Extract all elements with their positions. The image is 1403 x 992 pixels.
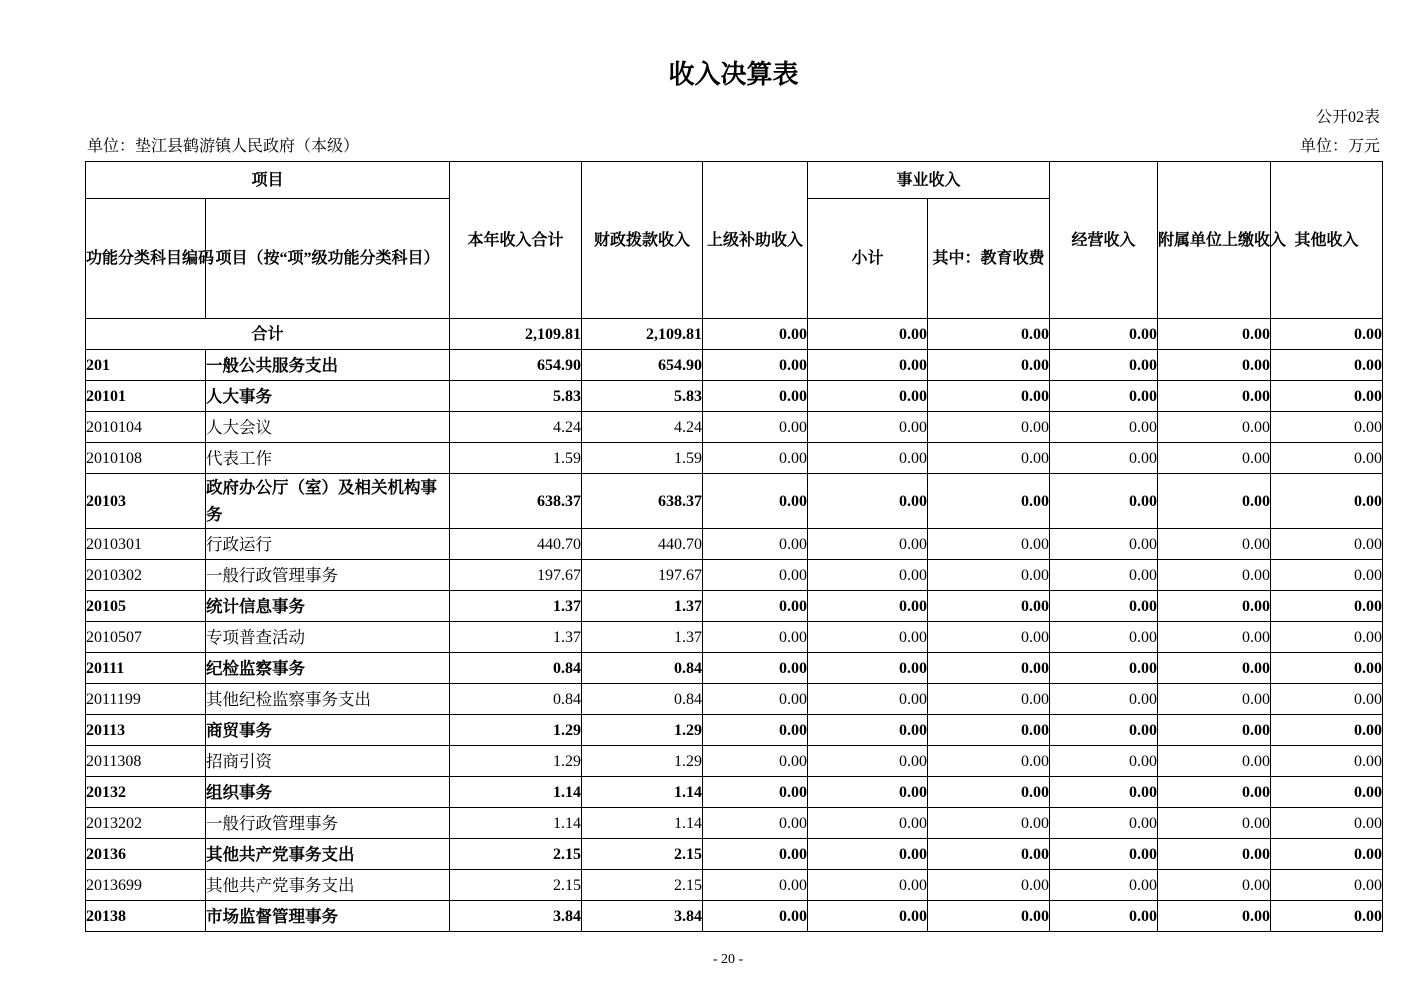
affiliated-unit-income-cell: 0.00	[1158, 319, 1271, 350]
total-income-cell: 440.70	[450, 529, 582, 560]
affiliated-unit-income-cell: 0.00	[1158, 560, 1271, 591]
education-fee-cell: 0.00	[928, 622, 1050, 653]
total-income-cell: 0.84	[450, 653, 582, 684]
function-code-cell: 2010302	[86, 560, 206, 591]
total-income-cell: 2,109.81	[450, 319, 582, 350]
table-body	[86, 319, 1383, 932]
header-total-income: 本年收入合计	[450, 162, 582, 319]
fiscal-appropriation-cell: 1.37	[582, 622, 703, 653]
affiliated-unit-income-cell: 0.00	[1158, 808, 1271, 839]
fiscal-appropriation-cell: 1.14	[582, 808, 703, 839]
public-service-subtotal-cell: 0.00	[808, 653, 928, 684]
operating-income-cell: 0.00	[1050, 715, 1158, 746]
item-name-cell: 政府办公厅（室）及相关机构事务	[206, 474, 450, 529]
public-service-subtotal-cell: 0.00	[808, 591, 928, 622]
fiscal-appropriation-cell: 1.14	[582, 777, 703, 808]
public-service-subtotal-cell: 0.00	[808, 443, 928, 474]
other-income-cell: 0.00	[1271, 746, 1383, 777]
public-service-subtotal-cell: 0.00	[808, 746, 928, 777]
table-row	[86, 839, 1383, 870]
table-row	[86, 777, 1383, 808]
fiscal-appropriation-cell: 638.37	[582, 474, 703, 529]
function-code-cell: 20136	[86, 839, 206, 870]
operating-income-cell: 0.00	[1050, 901, 1158, 932]
function-code-cell: 2010507	[86, 622, 206, 653]
other-income-cell: 0.00	[1271, 350, 1383, 381]
item-name-cell: 人大会议	[206, 412, 450, 443]
table-row	[86, 653, 1383, 684]
item-name-cell: 市场监督管理事务	[206, 901, 450, 932]
unit-organization: 单位：垫江县鹤游镇人民政府（本级）	[87, 138, 360, 155]
other-income-cell: 0.00	[1271, 529, 1383, 560]
operating-income-cell: 0.00	[1050, 777, 1158, 808]
table-row	[86, 746, 1383, 777]
other-income-cell: 0.00	[1271, 591, 1383, 622]
total-income-cell: 638.37	[450, 474, 582, 529]
public-service-subtotal-cell: 0.00	[808, 381, 928, 412]
table-row	[86, 474, 1383, 529]
superior-subsidy-cell: 0.00	[703, 591, 808, 622]
superior-subsidy-cell: 0.00	[703, 746, 808, 777]
operating-income-cell: 0.00	[1050, 622, 1158, 653]
affiliated-unit-income-cell: 0.00	[1158, 622, 1271, 653]
superior-subsidy-cell: 0.00	[703, 653, 808, 684]
superior-subsidy-cell: 0.00	[703, 684, 808, 715]
item-name-cell: 商贸事务	[206, 715, 450, 746]
other-income-cell: 0.00	[1271, 870, 1383, 901]
header-project-group: 项目	[86, 162, 450, 199]
function-code-cell: 20111	[86, 653, 206, 684]
function-code-cell: 20132	[86, 777, 206, 808]
function-code-cell: 2011199	[86, 684, 206, 715]
other-income-cell: 0.00	[1271, 474, 1383, 529]
other-income-cell: 0.00	[1271, 412, 1383, 443]
function-code-cell: 2010108	[86, 443, 206, 474]
public-service-subtotal-cell: 0.00	[808, 684, 928, 715]
total-income-cell: 654.90	[450, 350, 582, 381]
affiliated-unit-income-cell: 0.00	[1158, 777, 1271, 808]
total-income-cell: 1.37	[450, 591, 582, 622]
fiscal-appropriation-cell: 197.67	[582, 560, 703, 591]
function-code-cell: 20101	[86, 381, 206, 412]
total-income-cell: 1.14	[450, 777, 582, 808]
item-name-cell: 专项普查活动	[206, 622, 450, 653]
total-income-cell: 1.29	[450, 715, 582, 746]
public-service-subtotal-cell: 0.00	[808, 560, 928, 591]
fiscal-appropriation-cell: 1.29	[582, 715, 703, 746]
function-code-cell: 2010104	[86, 412, 206, 443]
operating-income-cell: 0.00	[1050, 808, 1158, 839]
item-name-cell: 代表工作	[206, 443, 450, 474]
superior-subsidy-cell: 0.00	[703, 870, 808, 901]
total-income-cell: 1.37	[450, 622, 582, 653]
operating-income-cell: 0.00	[1050, 591, 1158, 622]
affiliated-unit-income-cell: 0.00	[1158, 529, 1271, 560]
other-income-cell: 0.00	[1271, 622, 1383, 653]
public-service-subtotal-cell: 0.00	[808, 839, 928, 870]
public-service-subtotal-cell: 0.00	[808, 622, 928, 653]
affiliated-unit-income-cell: 0.00	[1158, 474, 1271, 529]
header-fiscal-appropriation: 财政拨款收入	[582, 162, 703, 319]
education-fee-cell: 0.00	[928, 653, 1050, 684]
fiscal-appropriation-cell: 0.84	[582, 684, 703, 715]
item-name-cell: 其他共产党事务支出	[206, 870, 450, 901]
other-income-cell: 0.00	[1271, 777, 1383, 808]
affiliated-unit-income-cell: 0.00	[1158, 653, 1271, 684]
item-name-cell: 招商引资	[206, 746, 450, 777]
superior-subsidy-cell: 0.00	[703, 777, 808, 808]
education-fee-cell: 0.00	[928, 529, 1050, 560]
total-label: 合计	[86, 319, 450, 350]
total-income-cell: 1.59	[450, 443, 582, 474]
operating-income-cell: 0.00	[1050, 443, 1158, 474]
superior-subsidy-cell: 0.00	[703, 412, 808, 443]
operating-income-cell: 0.00	[1050, 412, 1158, 443]
fiscal-appropriation-cell: 440.70	[582, 529, 703, 560]
header-function-code: 功能分类科目编码	[86, 199, 206, 319]
item-name-cell: 统计信息事务	[206, 591, 450, 622]
function-code-cell: 20103	[86, 474, 206, 529]
education-fee-cell: 0.00	[928, 684, 1050, 715]
operating-income-cell: 0.00	[1050, 870, 1158, 901]
education-fee-cell: 0.00	[928, 443, 1050, 474]
affiliated-unit-income-cell: 0.00	[1158, 443, 1271, 474]
superior-subsidy-cell: 0.00	[703, 901, 808, 932]
operating-income-cell: 0.00	[1050, 474, 1158, 529]
income-table	[85, 161, 1383, 932]
header-affiliated-unit-income: 附属单位上缴收入	[1158, 162, 1271, 319]
total-income-cell: 4.24	[450, 412, 582, 443]
total-income-cell: 1.29	[450, 746, 582, 777]
affiliated-unit-income-cell: 0.00	[1158, 684, 1271, 715]
total-income-cell: 3.84	[450, 901, 582, 932]
superior-subsidy-cell: 0.00	[703, 474, 808, 529]
education-fee-cell: 0.00	[928, 715, 1050, 746]
fiscal-appropriation-cell: 2.15	[582, 839, 703, 870]
superior-subsidy-cell: 0.00	[703, 622, 808, 653]
page-title: 收入决算表	[668, 60, 799, 89]
item-name-cell: 其他共产党事务支出	[206, 839, 450, 870]
item-name-cell: 一般公共服务支出	[206, 350, 450, 381]
fiscal-appropriation-cell: 0.84	[582, 653, 703, 684]
header-row-1	[86, 162, 1383, 199]
affiliated-unit-income-cell: 0.00	[1158, 381, 1271, 412]
table-row	[86, 901, 1383, 932]
public-service-subtotal-cell: 0.00	[808, 901, 928, 932]
operating-income-cell: 0.00	[1050, 653, 1158, 684]
other-income-cell: 0.00	[1271, 901, 1383, 932]
affiliated-unit-income-cell: 0.00	[1158, 350, 1271, 381]
other-income-cell: 0.00	[1271, 443, 1383, 474]
item-name-cell: 纪检监察事务	[206, 653, 450, 684]
item-name-cell: 组织事务	[206, 777, 450, 808]
function-code-cell: 20113	[86, 715, 206, 746]
superior-subsidy-cell: 0.00	[703, 443, 808, 474]
public-service-subtotal-cell: 0.00	[808, 777, 928, 808]
operating-income-cell: 0.00	[1050, 560, 1158, 591]
other-income-cell: 0.00	[1271, 839, 1383, 870]
superior-subsidy-cell: 0.00	[703, 715, 808, 746]
other-income-cell: 0.00	[1271, 808, 1383, 839]
function-code-cell: 2011308	[86, 746, 206, 777]
operating-income-cell: 0.00	[1050, 350, 1158, 381]
education-fee-cell: 0.00	[928, 319, 1050, 350]
operating-income-cell: 0.00	[1050, 381, 1158, 412]
public-service-subtotal-cell: 0.00	[808, 808, 928, 839]
education-fee-cell: 0.00	[928, 746, 1050, 777]
total-income-cell: 1.14	[450, 808, 582, 839]
header-subtotal: 小计	[808, 199, 928, 319]
total-income-cell: 0.84	[450, 684, 582, 715]
public-service-subtotal-cell: 0.00	[808, 319, 928, 350]
table-number: 公开02表	[1315, 109, 1380, 126]
table-row	[86, 684, 1383, 715]
table-row	[86, 443, 1383, 474]
item-name-cell: 人大事务	[206, 381, 450, 412]
page-number: - 20 -	[712, 952, 744, 967]
fiscal-appropriation-cell: 2,109.81	[582, 319, 703, 350]
affiliated-unit-income-cell: 0.00	[1158, 591, 1271, 622]
table-row	[86, 560, 1383, 591]
superior-subsidy-cell: 0.00	[703, 319, 808, 350]
fiscal-appropriation-cell: 2.15	[582, 870, 703, 901]
total-income-cell: 197.67	[450, 560, 582, 591]
affiliated-unit-income-cell: 0.00	[1158, 715, 1271, 746]
operating-income-cell: 0.00	[1050, 746, 1158, 777]
header-item-name: 项目（按“项”级功能分类科目）	[206, 199, 450, 319]
operating-income-cell: 0.00	[1050, 319, 1158, 350]
fiscal-appropriation-cell: 1.59	[582, 443, 703, 474]
fiscal-appropriation-cell: 1.29	[582, 746, 703, 777]
education-fee-cell: 0.00	[928, 901, 1050, 932]
table-row	[86, 622, 1383, 653]
function-code-cell: 2013202	[86, 808, 206, 839]
fiscal-appropriation-cell: 654.90	[582, 350, 703, 381]
superior-subsidy-cell: 0.00	[703, 381, 808, 412]
header-operating-income: 经营收入	[1050, 162, 1158, 319]
education-fee-cell: 0.00	[928, 777, 1050, 808]
education-fee-cell: 0.00	[928, 870, 1050, 901]
item-name-cell: 其他纪检监察事务支出	[206, 684, 450, 715]
other-income-cell: 0.00	[1271, 715, 1383, 746]
total-income-cell: 2.15	[450, 870, 582, 901]
unit-currency: 单位：万元	[1299, 138, 1380, 155]
superior-subsidy-cell: 0.00	[703, 350, 808, 381]
header-other-income: 其他收入	[1271, 162, 1383, 319]
header-superior-subsidy: 上级补助收入	[703, 162, 808, 319]
table-row	[86, 529, 1383, 560]
item-name-cell: 一般行政管理事务	[206, 808, 450, 839]
total-income-cell: 2.15	[450, 839, 582, 870]
public-service-subtotal-cell: 0.00	[808, 474, 928, 529]
public-service-subtotal-cell: 0.00	[808, 412, 928, 443]
education-fee-cell: 0.00	[928, 591, 1050, 622]
other-income-cell: 0.00	[1271, 381, 1383, 412]
public-service-subtotal-cell: 0.00	[808, 350, 928, 381]
education-fee-cell: 0.00	[928, 381, 1050, 412]
other-income-cell: 0.00	[1271, 684, 1383, 715]
table-row	[86, 350, 1383, 381]
fiscal-appropriation-cell: 4.24	[582, 412, 703, 443]
education-fee-cell: 0.00	[928, 808, 1050, 839]
education-fee-cell: 0.00	[928, 474, 1050, 529]
function-code-cell: 201	[86, 350, 206, 381]
table-row	[86, 412, 1383, 443]
fiscal-appropriation-cell: 3.84	[582, 901, 703, 932]
operating-income-cell: 0.00	[1050, 529, 1158, 560]
item-name-cell: 一般行政管理事务	[206, 560, 450, 591]
table-row	[86, 381, 1383, 412]
affiliated-unit-income-cell: 0.00	[1158, 901, 1271, 932]
affiliated-unit-income-cell: 0.00	[1158, 839, 1271, 870]
superior-subsidy-cell: 0.00	[703, 529, 808, 560]
header-education-fee: 其中：教育收费	[928, 199, 1050, 319]
operating-income-cell: 0.00	[1050, 839, 1158, 870]
affiliated-unit-income-cell: 0.00	[1158, 870, 1271, 901]
other-income-cell: 0.00	[1271, 653, 1383, 684]
header-public-service-income: 事业收入	[808, 162, 1050, 199]
fiscal-appropriation-cell: 5.83	[582, 381, 703, 412]
fiscal-appropriation-cell: 1.37	[582, 591, 703, 622]
education-fee-cell: 0.00	[928, 350, 1050, 381]
other-income-cell: 0.00	[1271, 560, 1383, 591]
superior-subsidy-cell: 0.00	[703, 808, 808, 839]
education-fee-cell: 0.00	[928, 839, 1050, 870]
function-code-cell: 20138	[86, 901, 206, 932]
education-fee-cell: 0.00	[928, 412, 1050, 443]
function-code-cell: 2010301	[86, 529, 206, 560]
function-code-cell: 2013699	[86, 870, 206, 901]
other-income-cell: 0.00	[1271, 319, 1383, 350]
public-service-subtotal-cell: 0.00	[808, 529, 928, 560]
table-row	[86, 870, 1383, 901]
total-row	[86, 319, 1383, 350]
table-row	[86, 808, 1383, 839]
table-row	[86, 591, 1383, 622]
superior-subsidy-cell: 0.00	[703, 560, 808, 591]
function-code-cell: 20105	[86, 591, 206, 622]
public-service-subtotal-cell: 0.00	[808, 715, 928, 746]
table-header	[86, 162, 1383, 319]
total-income-cell: 5.83	[450, 381, 582, 412]
operating-income-cell: 0.00	[1050, 684, 1158, 715]
affiliated-unit-income-cell: 0.00	[1158, 746, 1271, 777]
affiliated-unit-income-cell: 0.00	[1158, 412, 1271, 443]
education-fee-cell: 0.00	[928, 560, 1050, 591]
public-service-subtotal-cell: 0.00	[808, 870, 928, 901]
superior-subsidy-cell: 0.00	[703, 839, 808, 870]
table-row	[86, 715, 1383, 746]
item-name-cell: 行政运行	[206, 529, 450, 560]
